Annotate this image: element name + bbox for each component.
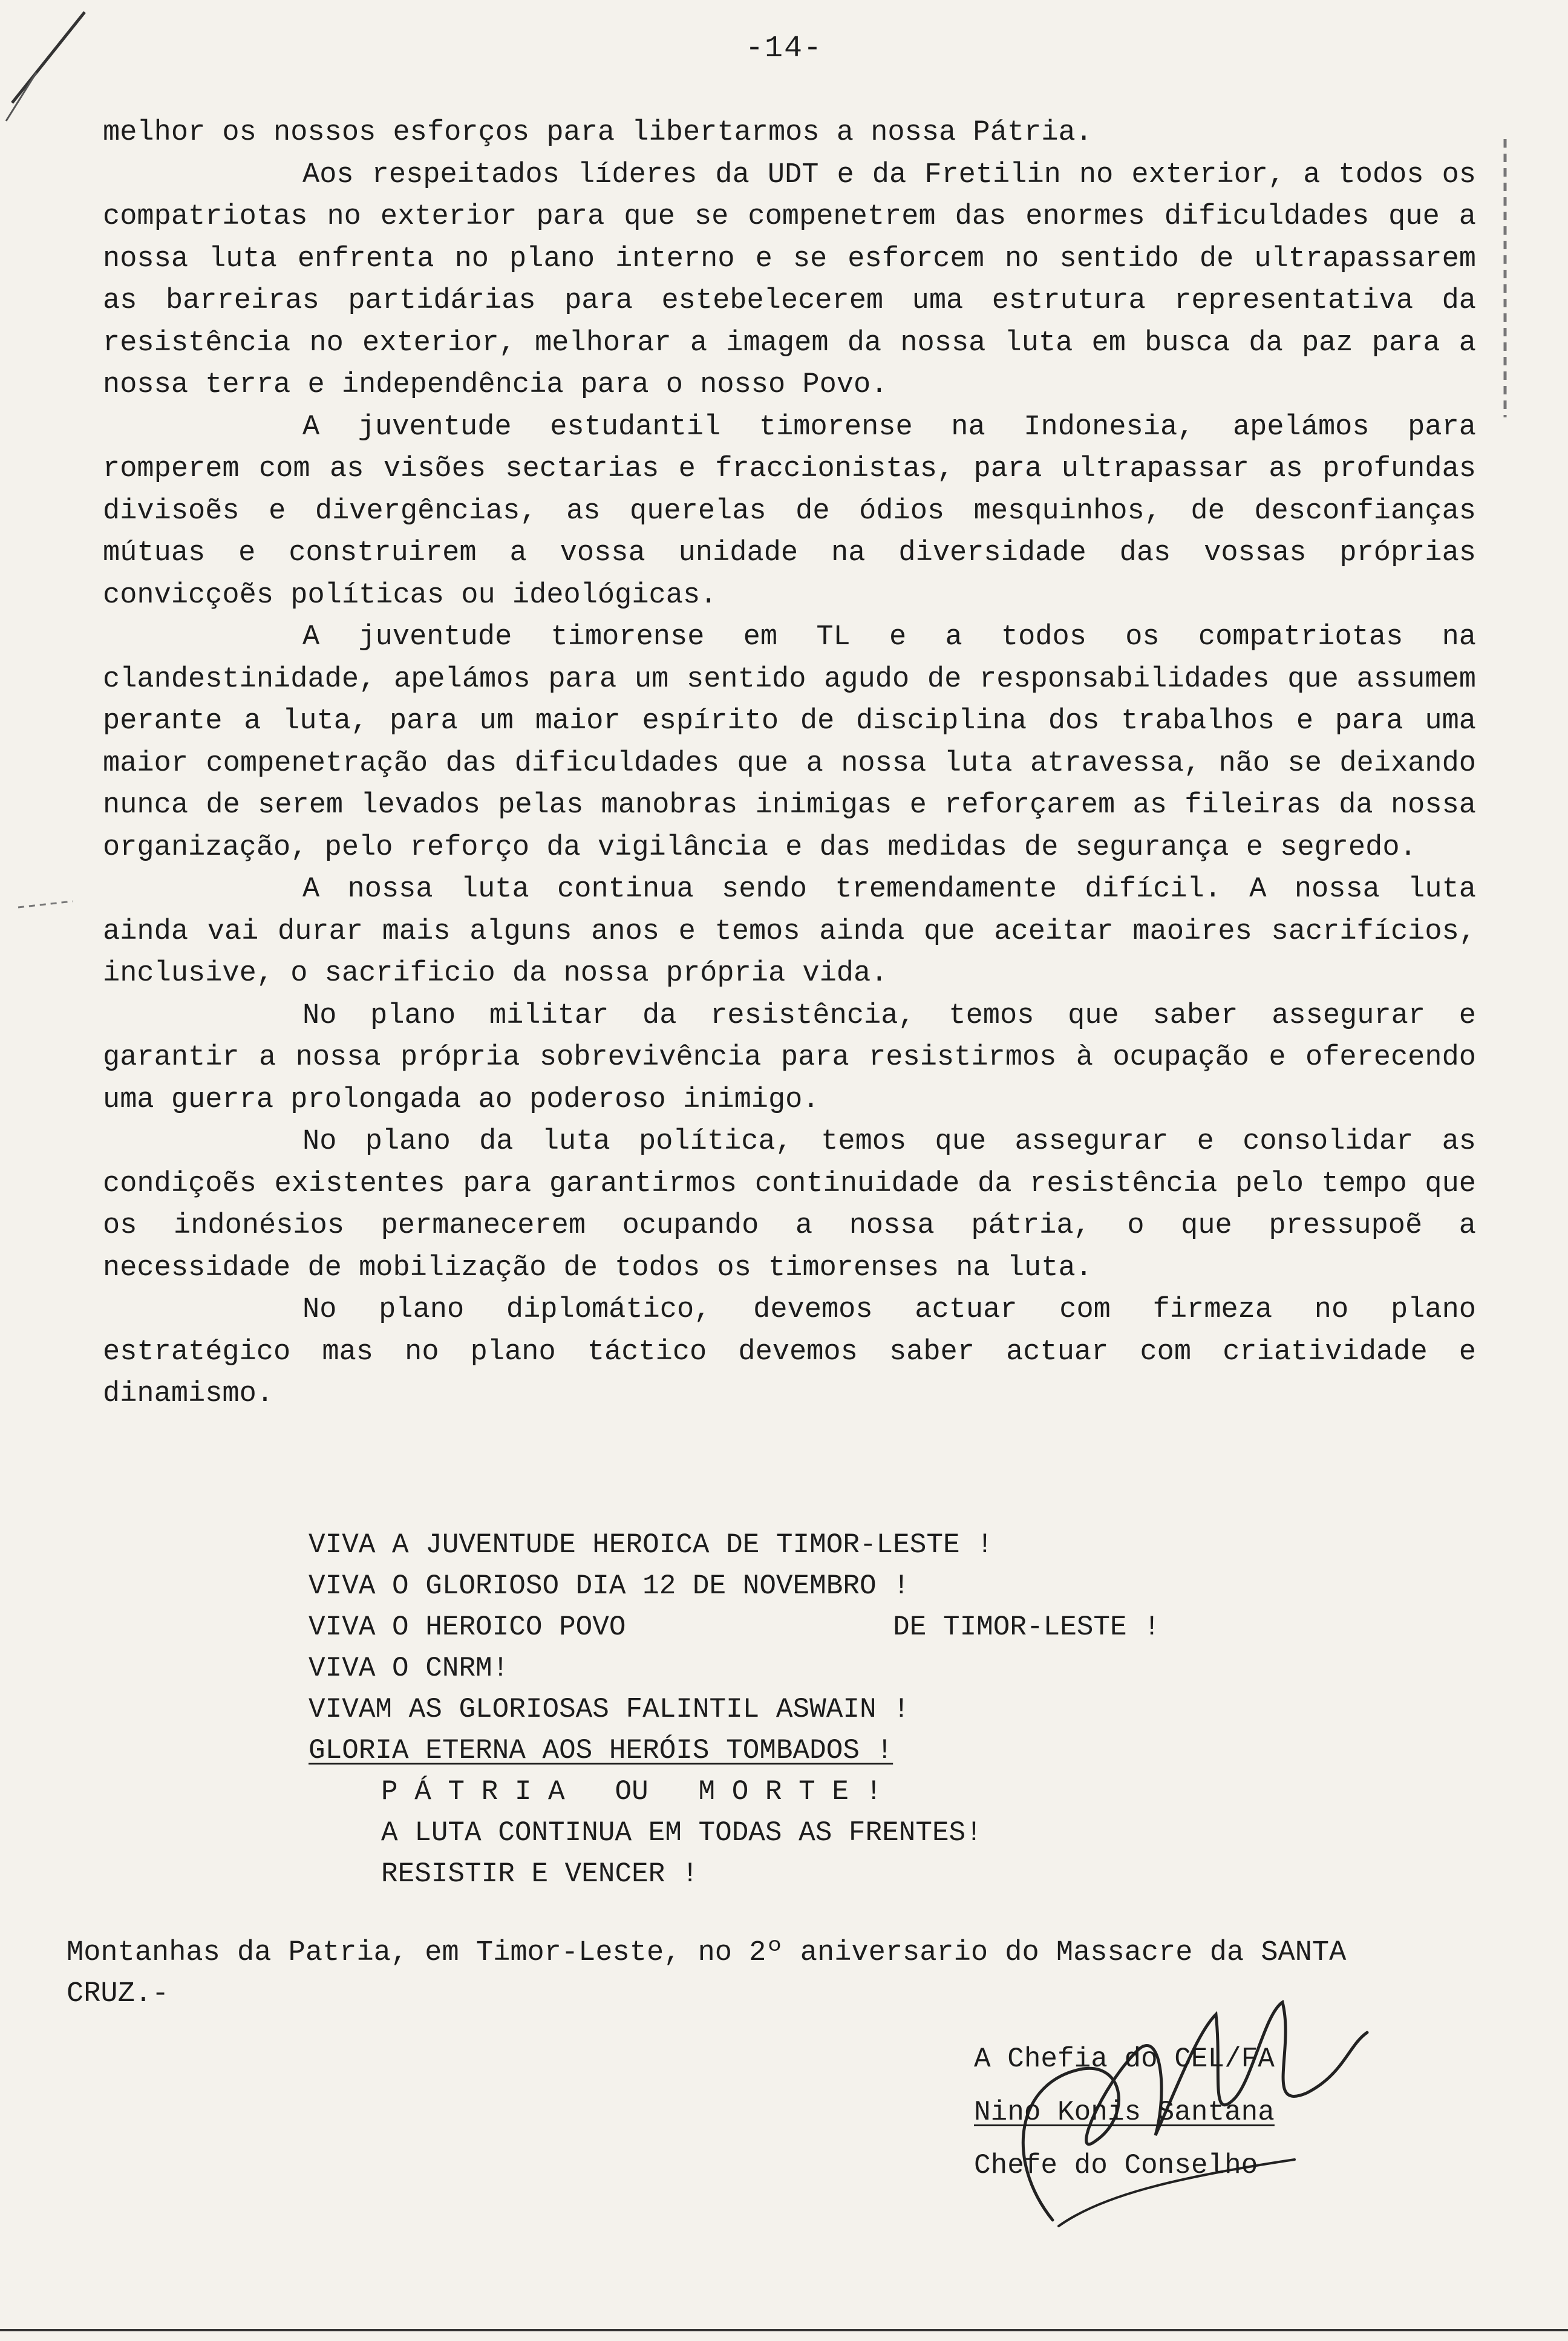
slogan-line: RESISTIR E VENCER ! — [381, 1858, 699, 1890]
paragraph-8: No plano diplomático, devemos actuar com firmeza no plano estratégico mas no plano táctico devemos saber actuar com criatividade e dinamismo. — [103, 1294, 1476, 1410]
paragraph-3: A juventude estudantil timorense na Indonesia, apelámos para romperem com as visões sectarias e fraccionistas, para ultrapassar as profundas divisoẽs e divergências, as querelas de ódios mesquinhos, de desconfianças mútuas e construirem a vossa unidade na diversidade das vossas próprias convicçoẽs políticas ou ideológicas. — [103, 411, 1476, 612]
paragraph-7: No plano da luta política, temos que assegurar e consolidar as condiçoẽs existentes para garantirmos continuidade da resistência pelo tempo que os indonésios permanecerem ocupando a nossa pátria, o que pressupoẽ a necessidade de mobilização de todos os timorenses na luta. — [103, 1126, 1476, 1284]
paragraph-4: A juventude timorense em TL e a todos os compatriotas na clandestinidade, apelámos para um sentido agudo de responsabilidades que assumem perante a luta, para um maior espírito de disciplina dos trabalhos e para uma maior compenetração das dificuldades que a nossa luta atravessa, não se deixando nunca de serem levados pelas manobras inimigas e reforçarem as fileiras da nossa organização, pelo reforço da vigilância e das medidas de segurança e segredo. — [103, 621, 1476, 864]
signatory-title: Chefe do Conselho — [974, 2150, 1258, 2181]
page-number: -14- — [745, 31, 823, 66]
paragraph-1: melhor os nossos esforços para libertarmos a nossa Pátria. — [103, 117, 1093, 149]
slogan-line: P Á T R I A OU M O R T E ! — [381, 1776, 883, 1807]
slogan-line: VIVAM AS GLORIOSAS FALINTIL ASWAIN ! — [309, 1694, 910, 1725]
signatory-name: Nino Konis Santana — [974, 2097, 1275, 2128]
slogan-line: GLORIA ETERNA AOS HERÓIS TOMBADOS ! — [309, 1735, 893, 1766]
letter-body — [103, 112, 1476, 1415]
slogan-line: VIVA O GLORIOSO DIA 12 DE NOVEMBRO ! — [309, 1570, 910, 1602]
slogan-line: VIVA O HEROICO POVO DE TIMOR-LESTE ! — [309, 1611, 1160, 1643]
paragraph-5: A nossa luta continua sendo tremendamente difícil. A nossa luta ainda vai durar mais alguns anos e temos ainda que aceitar maoires sacrifícios, inclusive, o sacrificio da nossa própria vida. — [103, 873, 1476, 990]
slogan-line: A LUTA CONTINUA EM TODAS AS FRENTES! — [381, 1817, 982, 1849]
signature-block — [974, 2032, 1275, 2192]
slogan-line: VIVA O CNRM! — [309, 1653, 509, 1684]
paragraph-2: Aos respeitados líderes da UDT e da Fretilin no exterior, a todos os compatriotas no exterior para que se compenetrem das enormes dificuldades que a nossa luta enfrenta no plano interno e se esforcem no sentido de ultrapassarem as barreiras partidárias para estebelecerem uma estrutura representativa da resistência no exterior, melhorar a imagem da nossa luta em busca da paz para a nossa terra e independência para o nosso Povo. — [103, 158, 1476, 401]
slogans-block — [309, 1524, 1160, 1895]
closing-place-date: Montanhas da Patria, em Timor-Leste, no 2º aniversario do Massacre da SANTA CRUZ.- — [67, 1937, 1347, 2010]
paragraph-6: No plano militar da resistência, temos que saber assegurar e garantir a nossa própria sobrevivência para resistirmos à ocupação e oferecendo uma guerra prolongada ao poderoso inimigo. — [103, 999, 1476, 1116]
slogan-line: VIVA A JUVENTUDE HEROICA DE TIMOR-LESTE ! — [309, 1529, 993, 1561]
signature-org: A Chefia do CEL/FA — [974, 2043, 1275, 2075]
